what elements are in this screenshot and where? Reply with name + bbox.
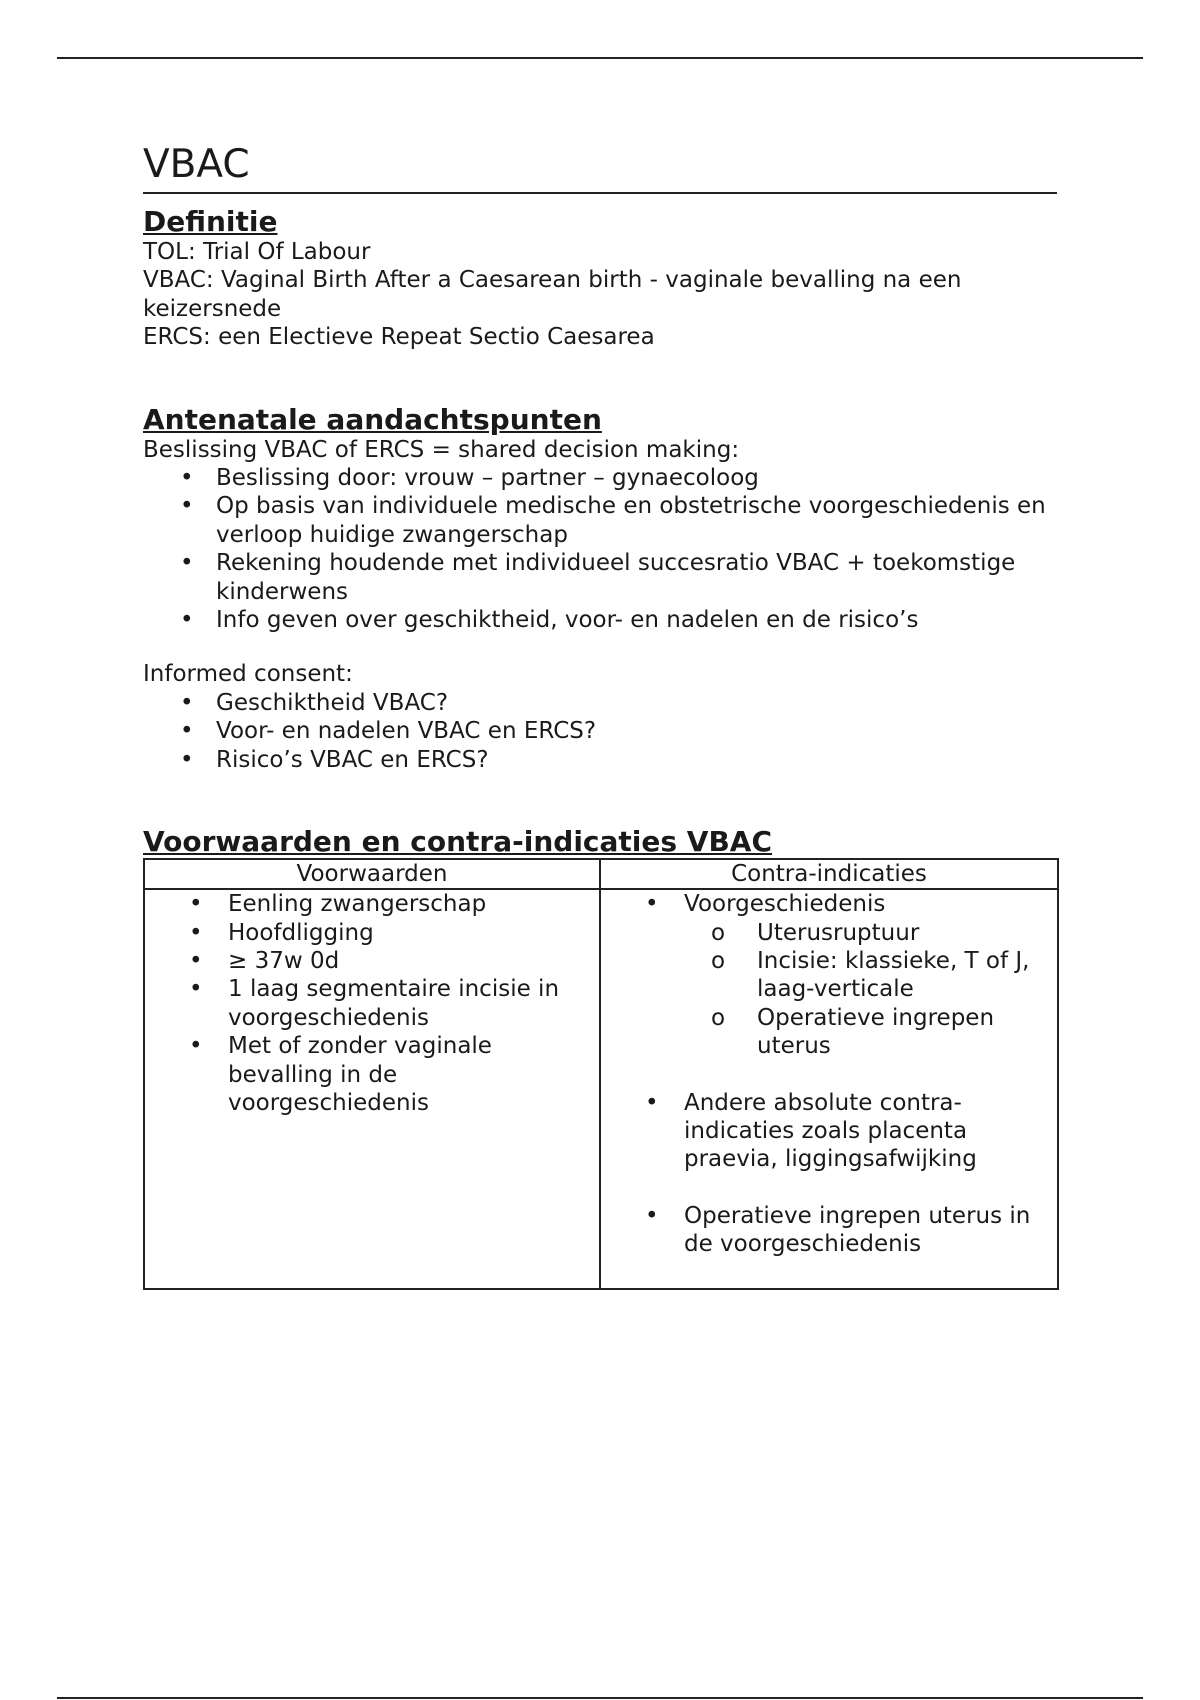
list-item: • Beslissing door: vrouw – partner – gynaecoloog	[143, 464, 1057, 492]
list-item-label: Voorgeschiedenis	[684, 891, 886, 918]
decision-list	[143, 464, 1057, 634]
list-item: • Rekening houdende met individueel succesratio VBAC + toekomstige kinderwens	[143, 549, 1057, 606]
section-voorwaarden	[143, 826, 1057, 1290]
section-antenatale	[143, 404, 1057, 774]
definitie-line-ercs: ERCS: een Electieve Repeat Sectio Caesarea	[143, 324, 655, 351]
antenatale-heading: Antenatale aandachtspunten	[143, 402, 602, 436]
definitie-line-vbac: VBAC: Vaginal Birth After a Caesarean birth - vaginale bevalling na een keizersnede	[143, 267, 962, 322]
table-header-row	[144, 859, 1058, 889]
consent-intro: Informed consent:	[143, 661, 353, 688]
list-item: • Andere absolute contra-indicaties zoals placenta praevia, liggingsafwijking	[601, 1089, 1057, 1174]
column-header-voorwaarden: Voorwaarden	[144, 859, 600, 889]
contra-indicaties-list	[601, 890, 1057, 1258]
list-item: • Geschiktheid VBAC?	[143, 689, 1057, 717]
page-footer-rule	[57, 1697, 1143, 1699]
list-item: • Info geven over geschiktheid, voor- en nadelen en de risico’s	[143, 606, 1057, 634]
definitie-line-tol: TOL: Trial Of Labour	[143, 239, 371, 265]
sublist-item: o Uterusruptuur	[674, 919, 1047, 947]
list-item: • Hoofdligging	[145, 919, 599, 947]
voorwaarden-list	[145, 890, 599, 1117]
column-header-contra-indicaties: Contra-indicaties	[600, 859, 1058, 889]
section-definitie	[143, 206, 1057, 352]
list-item	[601, 890, 1057, 1060]
voorwaarden-cell	[144, 889, 600, 1289]
page-header-rule	[57, 57, 1143, 59]
list-item: • Operatieve ingrepen uterus in de voorgeschiedenis	[601, 1202, 1057, 1259]
list-item: • Eenling zwangerschap	[145, 890, 599, 918]
sublist-item: o Incisie: klassieke, T of J, laag-verticale	[674, 947, 1047, 1004]
list-item: • Met of zonder vaginale bevalling in de voorgeschiedenis	[145, 1032, 599, 1117]
consent-list	[143, 689, 1057, 774]
table-row	[144, 889, 1058, 1289]
list-item: • 1 laag segmentaire incisie in voorgeschiedenis	[145, 975, 599, 1032]
voorwaarden-heading: Voorwaarden en contra-indicaties VBAC	[143, 825, 773, 859]
document-title: VBAC	[143, 140, 1057, 194]
list-item: • ≥ 37w 0d	[145, 947, 599, 975]
list-item: • Op basis van individuele medische en obstetrische voorgeschiedenis en verloop huidige zwangerschap	[143, 492, 1057, 549]
definitie-heading: Definitie	[143, 205, 278, 238]
sublist-item: o Operatieve ingrepen uterus	[674, 1004, 1047, 1061]
list-item: • Voor- en nadelen VBAC en ERCS?	[143, 717, 1057, 745]
voorgeschiedenis-sublist	[674, 919, 1047, 1061]
document-body	[143, 140, 1057, 1290]
list-item: • Risico’s VBAC en ERCS?	[143, 746, 1057, 774]
conditions-table	[143, 858, 1059, 1290]
contra-indicaties-cell	[600, 889, 1058, 1289]
antenatale-intro: Beslissing VBAC of ERCS = shared decision making:	[143, 436, 740, 463]
